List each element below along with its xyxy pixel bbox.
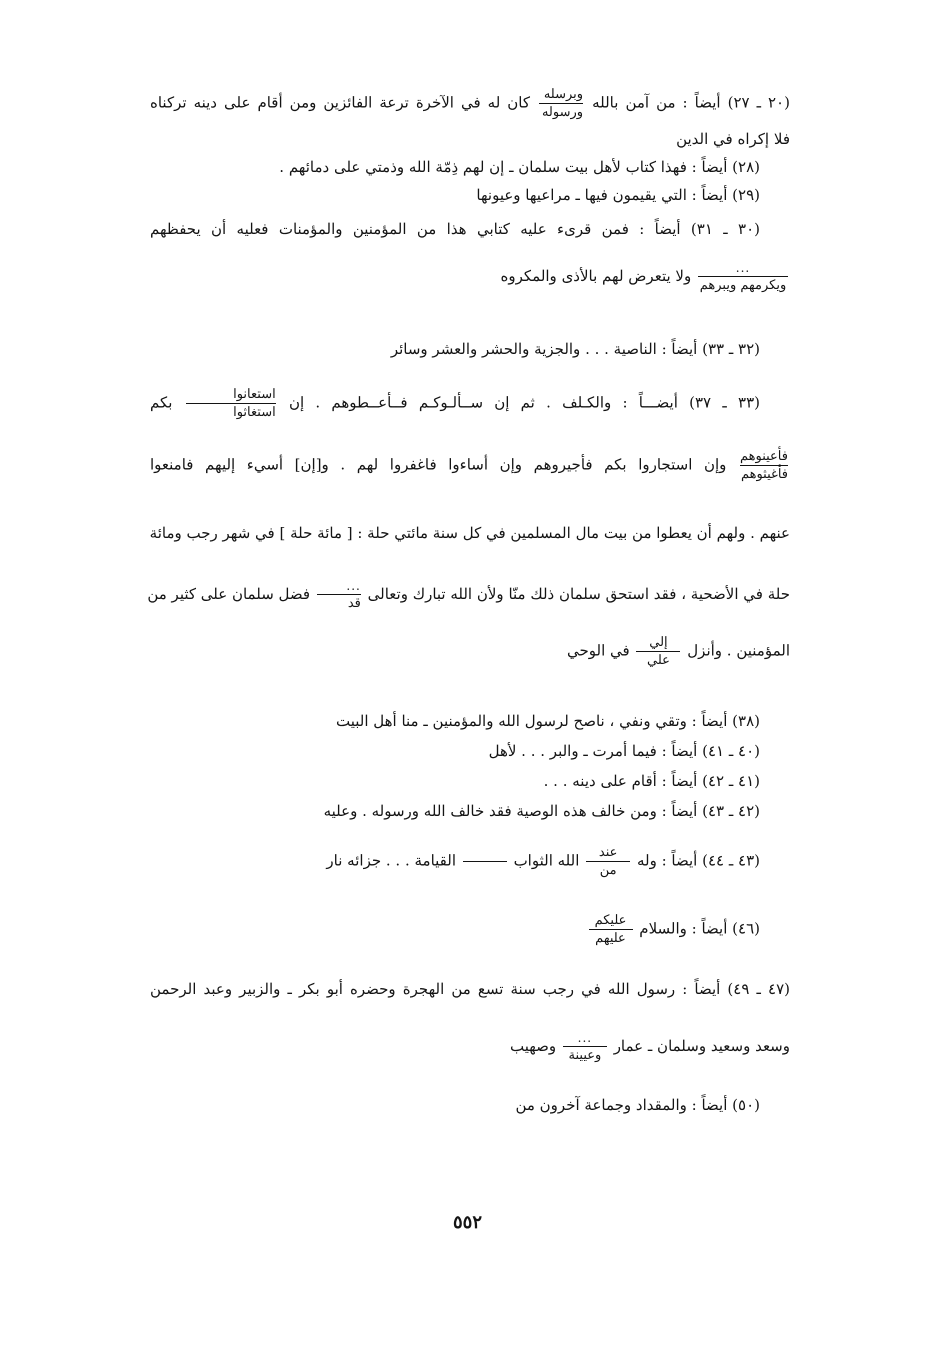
variant-top: استعانوا — [233, 387, 276, 402]
line-12-end: في الوحي — [567, 641, 630, 660]
variant-dots: ... — [577, 1031, 593, 1045]
text-line-12 — [150, 636, 790, 667]
text-line-5: (٣٠ ـ ٣١) أيضاً : فمن قرىء عليه كتابي هذا من المؤمنين والمؤمنات فعليه أن يحفظهم — [150, 220, 760, 238]
variant-fraction-11 — [317, 580, 361, 610]
variant-bar — [317, 594, 361, 595]
variant-fraction-12 — [636, 636, 680, 667]
line-1-end: كان له في الآخرة ترعة الفائزين ومن أقام على دينه تركناه — [150, 93, 531, 112]
text-line-6 — [150, 262, 790, 292]
variant-bar — [186, 403, 276, 404]
text-line-4: (٢٩) أيضاً : التي يقيمون فيها ـ مراعيها وعيونها — [476, 186, 760, 204]
variant-bar — [589, 929, 633, 930]
variant-fraction-20 — [563, 1032, 607, 1062]
text-line-13: (٣٨) أيضاً : وتقي ونفي ، ناصح لرسول الله والمؤمنين ـ منا أهل البيت — [335, 712, 760, 730]
variant-bottom: وعيينة — [568, 1048, 602, 1063]
variant-dots: ... — [735, 261, 751, 275]
text-line-18 — [120, 914, 760, 945]
text-line-15: (٤١ ـ ٤٢) أيضاً : أقام على دينه . . . — [543, 772, 760, 790]
line-1-start: (٢٠ ـ ٢٧) أيضاً : من آمن بالله — [592, 93, 790, 112]
variant-top: عليكم — [594, 913, 627, 928]
variant-dots: ... — [346, 579, 361, 593]
line-6-end: ولا يتعرض لهم بالأذى والمكروه — [500, 267, 692, 285]
line-11-start: حلة في الأضحية ، فقد استحق سلمان ذلك منّا ولأن الله تبارك وتعالى — [367, 585, 790, 603]
variant-bar — [563, 1046, 607, 1047]
variant-bar — [539, 103, 583, 104]
variant-bottom: من — [599, 863, 617, 878]
text-line-3: (٢٨) أيضاً : فهذا كتاب لأهل بيت سلمان ـ إن لهم ذِمّة الله وذمتي على دمائهم . — [279, 158, 760, 176]
text-line-19: (٤٧ ـ ٤٩) أيضاً : رسول الله في رجب سنة تسع من الهجرة وحضره أبو بكر ـ والزبير وعبد الرحمن — [150, 980, 790, 998]
variant-bar — [740, 465, 788, 466]
line-9-end: وإن استجاروا بكم فأجيروهم وإن أساءوا فاغفروا لهم . و[إن] أسيء إليهم فامنعوا — [150, 455, 727, 474]
variant-bar — [698, 276, 788, 277]
variant-bar — [636, 651, 680, 652]
line-17-start: (٤٣ ـ ٤٤) أيضاً : وله — [636, 851, 760, 870]
variant-fraction-18 — [589, 914, 633, 945]
line-18-start: (٤٦) أيضاً : والسلام — [639, 919, 760, 938]
line-20-start: وسعد وسعيد وسلمان ـ عمار — [613, 1037, 790, 1055]
variant-fraction-1 — [539, 88, 583, 119]
line-20-end: وصهيب — [509, 1037, 557, 1055]
line-8-start: (٣٣ ـ ٣٧) أيضـــاً : والكـلف . ثم إن ســألـوكـم فــأعــطوهم . إن — [288, 393, 760, 412]
page-number: ٥٥٢ — [452, 1212, 482, 1233]
variant-top: فأعينوهم — [739, 449, 788, 464]
line-17-end: القيامة . . . جزائه نار — [326, 851, 456, 870]
text-line-20 — [150, 1032, 790, 1062]
line-17-middle: الله الثواب — [513, 851, 580, 870]
variant-bottom: استغاثوا — [233, 405, 276, 420]
variant-fraction-6 — [698, 262, 788, 292]
line-12-start: المؤمنين . وأنزل — [687, 641, 790, 660]
line-11-end: فضل سلمان على كثير من — [147, 585, 311, 603]
text-line-9 — [150, 450, 790, 481]
text-line-1 — [150, 88, 790, 119]
text-line-21: (٥٠) أيضاً : والمقداد وجماعة آخرون من — [515, 1096, 760, 1114]
text-line-7: (٣٢ ـ ٣٣) أيضاً : الناصية . . . والجزية والحشر والعشر وسائر — [390, 340, 760, 358]
variant-bottom: علي — [647, 653, 670, 668]
variant-bottom: عليهم — [595, 931, 626, 946]
text-line-14: (٤٠ ـ ٤١) أيضاً : فيما أمرت ـ والبر . . . لأهل — [488, 742, 760, 760]
variant-bar — [586, 861, 630, 862]
variant-fraction-8 — [186, 388, 276, 419]
text-line-11 — [147, 579, 790, 611]
variant-top: وبرسله — [543, 87, 584, 102]
variant-bottom: ويكرمهم ويبرهم — [699, 278, 787, 293]
variant-fraction-9 — [740, 450, 788, 481]
variant-fraction-17 — [586, 846, 630, 877]
variant-top: عند — [598, 845, 618, 860]
text-line-10: عنهم . ولهم أن يعطوا من بيت مال المسلمين في كل سنة مائتي حلة : [ مائة حلة ] في شهر رجب ومائة — [149, 524, 790, 542]
variant-top: إلي — [649, 635, 668, 650]
variant-bottom: ورسوله — [541, 105, 584, 120]
text-line-8 — [150, 388, 760, 419]
gap-rule-17 — [463, 859, 507, 864]
variant-bar — [463, 861, 507, 862]
variant-bottom: قد — [347, 596, 361, 611]
line-8-end: بكم — [150, 393, 173, 412]
text-line-2: فلا إكراه في الدين — [676, 130, 790, 148]
variant-bottom: فأغيثوهم — [740, 467, 788, 482]
text-line-16: (٤٢ ـ ٤٣) أيضاً : ومن خالف هذه الوصية فقد خالف الله ورسوله . وعليه — [323, 802, 760, 820]
text-line-17 — [120, 846, 760, 877]
